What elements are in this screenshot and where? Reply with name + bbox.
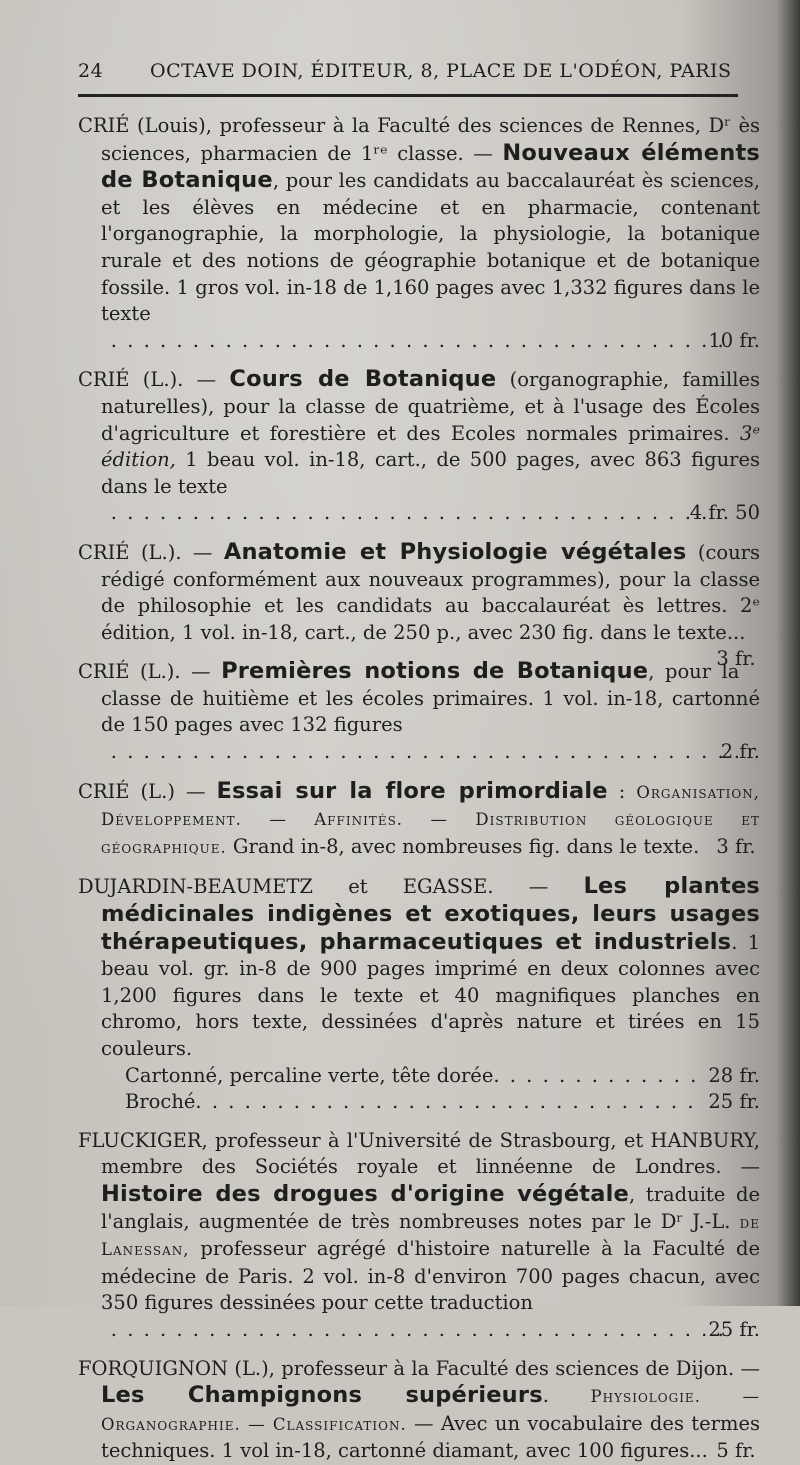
entry-price: 5 fr.	[716, 1439, 756, 1463]
entry-edition: 3ᵉ édition,	[101, 421, 760, 472]
entry-author: FORQUIGNON (L.), professeur à la Faculté des sciences de Dijon. —	[78, 1356, 760, 1380]
catalog-entry	[78, 778, 760, 862]
entry-author: DUJARDIN-BEAUMETZ et EGASSE. —	[78, 875, 584, 899]
entry-description-cont: professeur agrégé d'histoire naturelle à la Faculté de médecine de Paris. 2 vol. in-8 d'environ 700 pages chacun, avec 350 figures dessinées pour cette traduction	[101, 1237, 760, 1315]
entry-price: 10 fr.	[708, 328, 760, 352]
entry-title: Essai sur la flore primordiale	[216, 777, 608, 804]
leader-dots	[101, 739, 738, 766]
entry-contents: Physiologie. — Organographie. — Classification.	[101, 1387, 760, 1434]
entry-price: 4 fr. 50	[689, 501, 760, 525]
catalog-entry	[78, 113, 760, 354]
catalog-entry	[78, 658, 760, 765]
catalog-entry	[78, 1128, 760, 1344]
entry-title: Histoire des drogues d'origine végétale	[101, 1180, 629, 1207]
entry-price-line	[101, 500, 760, 527]
entry-title: Les Champignons supérieurs	[101, 1382, 543, 1409]
entry-title: Premières notions de Botanique	[221, 658, 649, 685]
entry-description-cont: Grand in-8, avec nombreuses fig. dans le texte.	[226, 834, 700, 858]
entry-description: (organographie, familles naturelles), pour la classe de quatrième, et à l'usage des Écoles d'agriculture et forestière et des Ecoles normales primaires.	[101, 368, 760, 445]
entry-price: 3 fr.	[716, 647, 756, 671]
entry-title: Anatomie et Physiologie végétales	[223, 538, 687, 565]
entry-description-cont: 1 beau vol. in-18, cart., de 500 pages, avec 863 figures dans le texte	[101, 448, 760, 498]
running-head	[78, 60, 760, 92]
leader-dots	[493, 1063, 702, 1090]
catalog-entry	[78, 538, 761, 671]
entry-description: , pour les candidats au baccalauréat ès sciences, et les élèves en médecine et en pharmacie, contenant l'organographie, la morphologie, la physiologie, la botanique rurale et des notions de géographie botanique et de botanique fossile. 1 gros vol. in-18 de 1,160 pages avec 1,332 figures dans le texte	[101, 169, 760, 326]
catalog-entry	[78, 366, 760, 527]
entry-author: CRIÉ (Louis), professeur à la Faculté des sciences de Rennes, Dʳ ès sciences, pharmacien de 1ʳᵉ classe. —	[78, 114, 760, 165]
entry-title: Cours de Botanique	[229, 366, 497, 393]
entry-contents: Organisation, Développement. — Affinités. — Distribution géologique et géographique.	[101, 782, 760, 857]
catalog-entry	[78, 873, 760, 1115]
entry-description: . 1 beau vol. gr. in-8 de 900 pages imprimé en deux colonnes avec 1,200 figures dans le texte et 40 magnifiques planches en chromo, hors texte, dessinées d'après nature et tirées en 15 couleurs.	[101, 930, 760, 1060]
entry-author: CRIÉ (L.). —	[78, 540, 224, 564]
variant-label: Cartonné, percaline verte, tête dorée	[125, 1063, 494, 1087]
entry-description: (cours rédigé conformément aux nouveaux programmes), pour la classe de philosophie et les candidats au baccalauréat ès lettres. 2ᵉ édition, 1 vol. in-18, cart., de 250 p., avec 230 fig. dans le texte...	[101, 540, 761, 644]
binding-variant	[101, 1089, 760, 1116]
entry-author: CRIÉ (L.) —	[78, 779, 217, 803]
entry-description-cont: — Avec un vocabulaire des termes techniques. 1 vol in-18, cartonné diamant, avec 100 figures...	[101, 1411, 760, 1463]
entry-price: 25 fr.	[708, 1317, 760, 1341]
entry-price-line	[101, 328, 760, 355]
leader-dots	[195, 1089, 702, 1116]
variant-label: Broché	[125, 1090, 196, 1114]
leader-dots	[101, 500, 707, 527]
entry-price: 2 fr.	[720, 740, 760, 764]
variant-price: 28 fr.	[708, 1063, 760, 1087]
publisher-heading: OCTAVE DOIN, ÉDITEUR, 8, PLACE DE L'ODÉON, PARIS	[150, 60, 732, 82]
entry-price: 3 fr.	[716, 834, 756, 858]
entry-price-line	[101, 1317, 760, 1344]
entry-author: CRIÉ (L.). —	[78, 368, 230, 392]
entry-description: , traduite de l'anglais, augmentée de très nombreuses notes par le Dʳ J.-L.	[101, 1182, 760, 1233]
entry-description: .	[542, 1384, 591, 1408]
variant-price: 25 fr.	[708, 1090, 760, 1114]
entry-author: FLUCKIGER, professeur à l'Université de Strasbourg, et HANBURY, membre des Sociétés royale et linnéenne de Londres. —	[78, 1128, 760, 1179]
entry-price-line	[101, 739, 760, 766]
entry-author: CRIÉ (L.). —	[78, 660, 222, 684]
catalog-entry	[78, 1356, 760, 1465]
entry-description: :	[607, 779, 637, 803]
leader-dots	[101, 328, 725, 355]
entry-title: Nouveaux éléments de Botanique	[101, 139, 760, 194]
leader-dots	[101, 1317, 725, 1344]
entry-description: , pour la classe de huitième et les écoles primaires. 1 vol. in-18, cartonné de 150 pages avec 132 figures	[101, 660, 760, 737]
binding-variant	[101, 1063, 760, 1090]
header-rule	[78, 94, 738, 97]
page-number: 24	[78, 60, 104, 82]
entry-title: Les plantes médicinales indigènes et exotiques, leurs usages thérapeutiques, pharmaceutiques et industriels	[101, 873, 760, 955]
entry-translator: de Lanessan,	[101, 1212, 760, 1260]
